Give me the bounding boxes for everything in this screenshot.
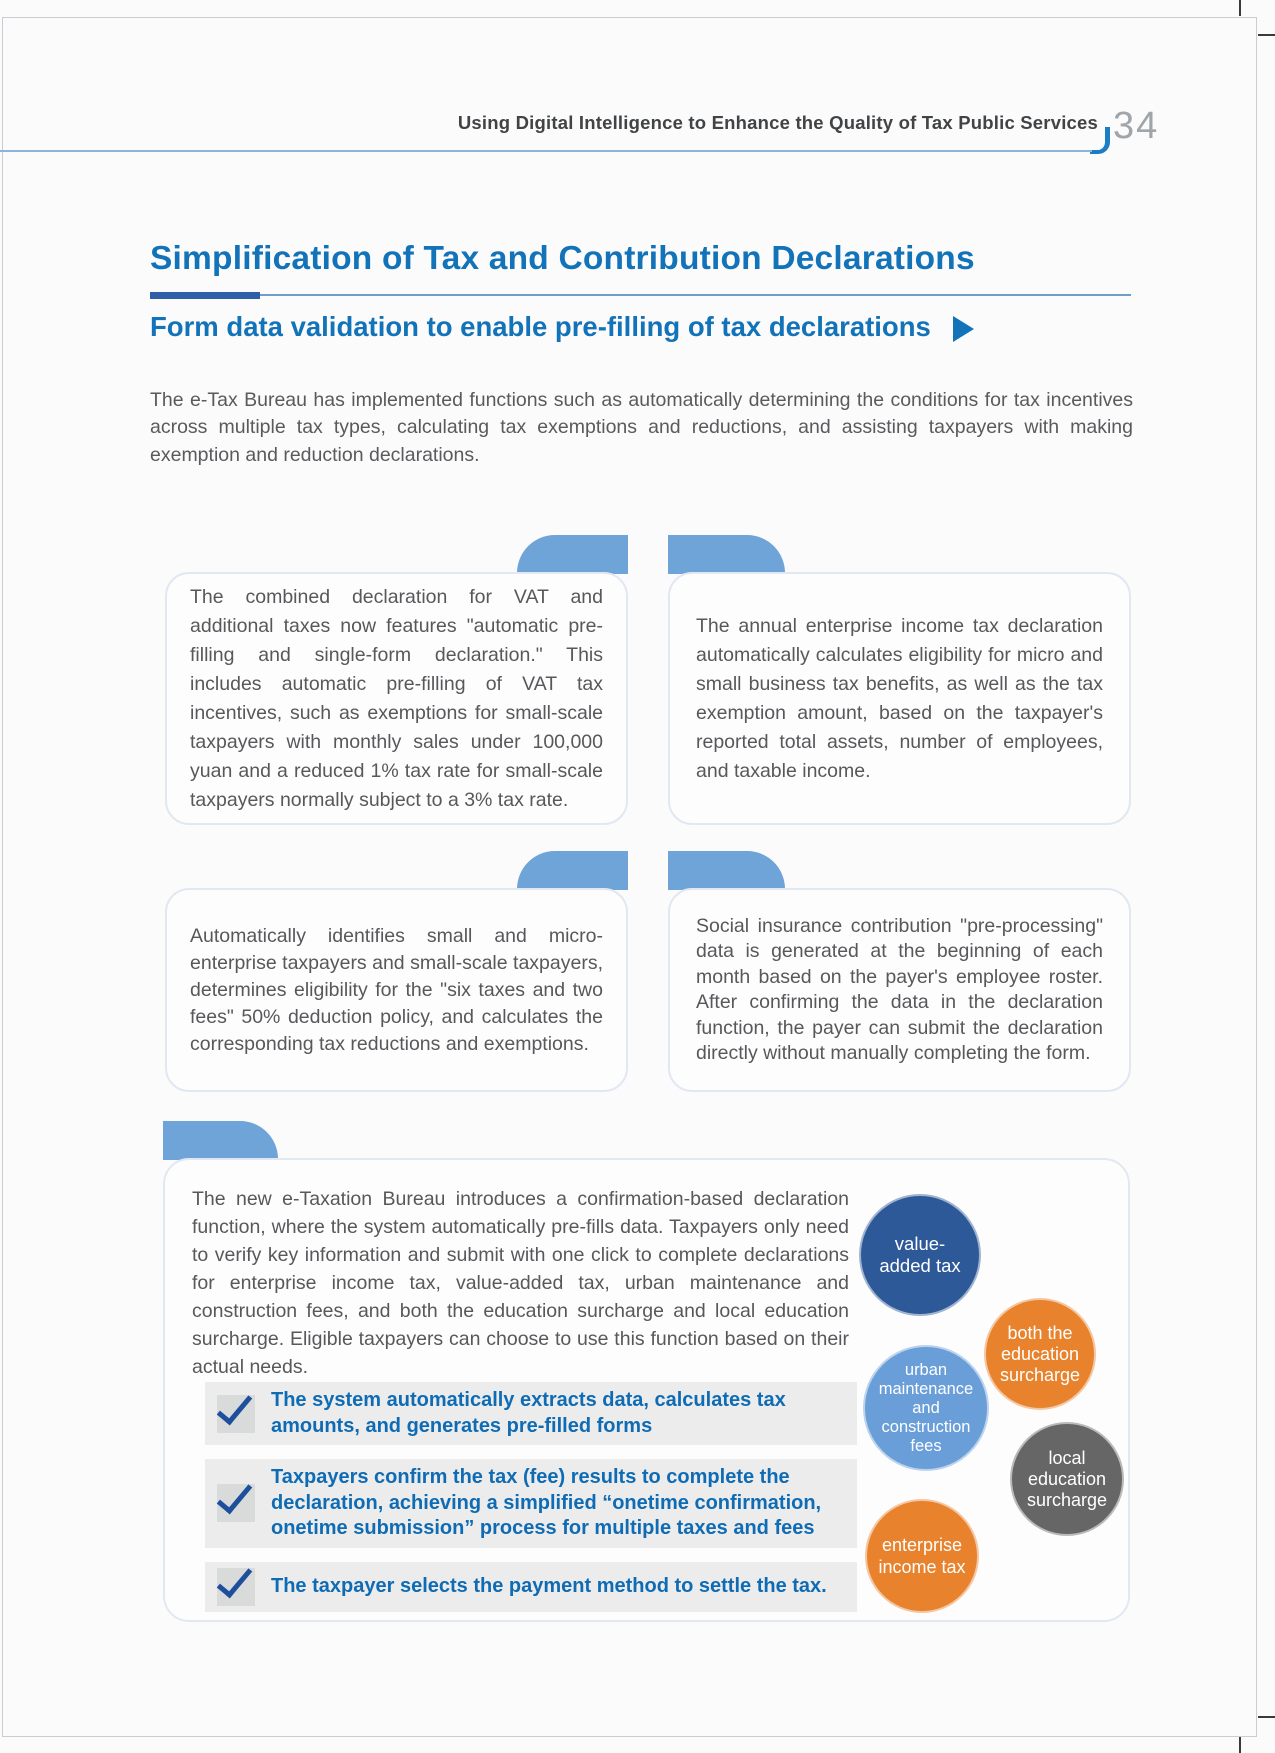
- subsection-title: Form data validation to enable pre-filling of tax declarations: [150, 311, 931, 342]
- checkmark-icon: [217, 1395, 255, 1433]
- checklist-item: [205, 1562, 857, 1612]
- panel-paragraph: The new e-Taxation Bureau introduces a confirmation-based declaration function, where the system automatically pre-fills data. Taxpayers only need to verify key information and submit with one click to complete declarations for enterprise income tax, value-added tax, urban maintenance and construction fees, and both the education surcharge and local education surcharge. Eligible taxpayers can choose to use this function based on their actual needs.: [192, 1188, 849, 1378]
- checkmark-icon: [217, 1484, 255, 1522]
- info-card-text: The combined declaration for VAT and additional taxes now features "automatic pre-filling and single-form declaration." This includes automatic pre-filling of VAT tax incentives, such as exemptions for small-scale taxpayers with monthly sales under 100,000 yuan and a reduced 1% tax rate for small-scale taxpayers normally subject to a 3% tax rate.: [190, 585, 603, 811]
- card-tab: [668, 535, 785, 574]
- crop-mark: [1258, 1716, 1275, 1718]
- page-number: 34: [1113, 105, 1160, 147]
- checklist: [205, 1382, 857, 1626]
- section-rule: [260, 294, 1131, 296]
- info-card-text: Social insurance contribution "pre-processing" data is generated at the beginning of each month based on the payer's employee roster. After confirming the data in the declaration function, the payer can submit the declaration directly without manually completing the form.: [696, 914, 1103, 1064]
- running-header: Using Digital Intelligence to Enhance the Quality of Tax Public Services: [457, 112, 1098, 133]
- crop-mark: [1239, 0, 1241, 16]
- info-card-vat: [165, 572, 628, 825]
- checklist-item-text: The system automatically extracts data, calculates tax amounts, and generates pre-filled forms: [271, 1389, 786, 1437]
- info-card-text: The annual enterprise income tax declaration automatically calculates eligibility for micro and small business tax benefits, as well as the tax exemption amount, based on the taxpayer's reported total assets, number of employees, and taxable income.: [696, 614, 1103, 782]
- tax-bubble-value-added-tax: [859, 1194, 981, 1316]
- tax-bubble-label: enterprise income tax: [878, 1535, 966, 1577]
- tax-bubble-enterprise-income-tax: [865, 1499, 979, 1613]
- info-card-text: Automatically identifies small and micro-enterprise taxpayers and small-scale taxpayers, determines eligibility for the "six taxes and two fees" 50% deduction policy, and calculates the corresponding tax reductions and exemptions.: [190, 924, 603, 1055]
- checklist-item: [205, 1382, 857, 1445]
- card-tab: [163, 1121, 278, 1160]
- intro-paragraph: The e-Tax Bureau has implemented functions such as automatically determining the conditions for tax incentives across multiple tax types, calculating tax exemptions and reductions, and assisting taxpayers with making exemption and reduction declarations.: [150, 388, 1133, 466]
- section-title: Simplification of Tax and Contribution Declarations: [150, 240, 975, 277]
- tax-bubble-label: both the education surcharge: [999, 1322, 1081, 1385]
- tax-bubble-local-education-surcharge: [1010, 1422, 1124, 1536]
- crop-mark: [1239, 1737, 1241, 1753]
- feature-panel: [163, 1158, 1130, 1622]
- tax-bubble-label: urban maintenance and construction fees: [878, 1360, 974, 1455]
- tax-bubble-label: value-added tax: [879, 1233, 961, 1276]
- checklist-item-text: The taxpayer selects the payment method to settle the tax.: [271, 1574, 827, 1597]
- checklist-item-text: Taxpayers confirm the tax (fee) results to complete the declaration, achieving a simplified “onetime confirmation, onetime submission” process for multiple taxes and fees: [271, 1466, 822, 1539]
- card-tab: [668, 851, 785, 890]
- info-card-six-taxes-two-fees: [165, 888, 628, 1092]
- header-rule: [0, 150, 1092, 152]
- tax-bubble-urban-maintenance: [863, 1345, 989, 1471]
- crop-mark: [1258, 34, 1275, 36]
- card-tab: [517, 535, 628, 574]
- subsection-heading: [150, 311, 974, 343]
- card-tab: [517, 851, 628, 890]
- play-triangle-icon: [953, 316, 974, 342]
- info-card-enterprise-income-tax: [668, 572, 1131, 825]
- section-rule-accent: [150, 292, 260, 299]
- tax-bubble-education-surcharge: [984, 1298, 1096, 1410]
- checkmark-icon: [217, 1568, 255, 1606]
- tax-bubble-label: local education surcharge: [1026, 1447, 1108, 1510]
- checklist-item: [205, 1459, 857, 1548]
- info-card-social-insurance: [668, 888, 1131, 1092]
